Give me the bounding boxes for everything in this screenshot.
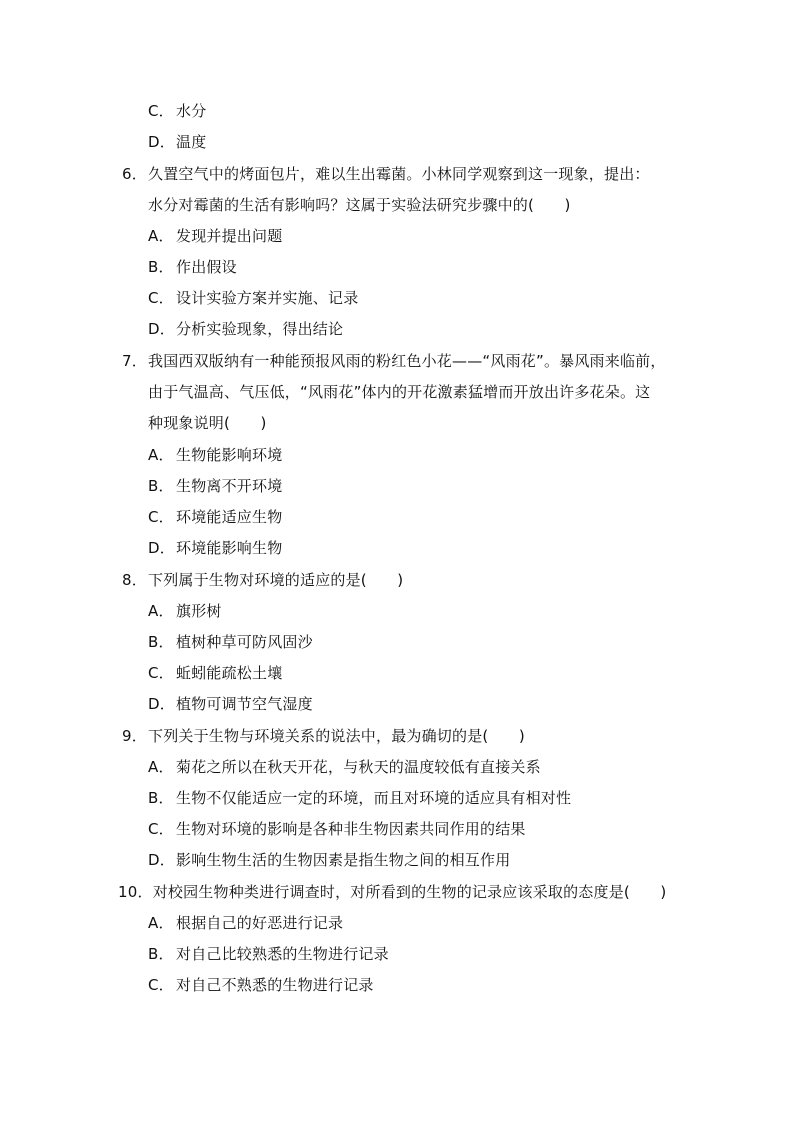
option-text: 设计实验方案并实施、记录 xyxy=(176,289,359,307)
question-text: 下列属于生物对环境的适应的是( ) xyxy=(148,571,404,589)
option-letter: C． xyxy=(148,508,174,526)
question-stem-line xyxy=(122,164,650,184)
question-stem-line xyxy=(148,382,650,402)
option-letter: C． xyxy=(148,102,174,120)
option-line xyxy=(148,975,374,995)
option-line xyxy=(148,944,389,964)
question-stem-line xyxy=(122,351,666,371)
question-text: 对校园生物种类进行调查时，对所看到的生物的记录应该采取的态度是( ) xyxy=(152,883,667,901)
option-line xyxy=(148,913,343,933)
question-number: 8． xyxy=(122,571,147,589)
option-line xyxy=(148,101,206,121)
option-text: 生物对环境的影响是各种非生物因素共同作用的结果 xyxy=(176,820,526,838)
option-line xyxy=(148,226,282,246)
option-text: 温度 xyxy=(176,133,207,151)
option-line xyxy=(148,507,282,527)
question-number: 7． xyxy=(122,352,147,370)
option-text: 植物可调节空气湿度 xyxy=(176,695,313,713)
option-letter: B． xyxy=(148,477,174,495)
option-text: 植树种草可防风固沙 xyxy=(176,633,313,651)
option-text: 分析实验现象，得出结论 xyxy=(176,320,344,338)
question-text: 水分对霉菌的生活有影响吗？这属于实验法研究步骤中的( ) xyxy=(148,196,571,214)
option-text: 菊花之所以在秋天开花，与秋天的温度较低有直接关系 xyxy=(176,758,541,776)
option-text: 生物能影响环境 xyxy=(176,446,283,464)
option-text: 作出假设 xyxy=(176,258,237,276)
option-line xyxy=(148,538,282,558)
option-text: 水分 xyxy=(176,102,207,120)
option-line xyxy=(148,632,313,652)
option-line xyxy=(148,288,358,308)
option-text: 发现并提出问题 xyxy=(176,227,283,245)
option-letter: B． xyxy=(148,633,174,651)
option-text: 蚯蚓能疏松土壤 xyxy=(176,664,283,682)
option-text: 生物离不开环境 xyxy=(176,477,283,495)
option-letter: C． xyxy=(148,289,174,307)
option-letter: A． xyxy=(148,914,174,932)
question-number: 6． xyxy=(122,165,147,183)
option-letter: A． xyxy=(148,227,174,245)
option-letter: B． xyxy=(148,789,174,807)
option-text: 对自己比较熟悉的生物进行记录 xyxy=(176,945,389,963)
option-letter: D． xyxy=(148,695,175,713)
option-letter: C． xyxy=(148,976,174,994)
option-letter: A． xyxy=(148,602,174,620)
option-text: 旗形树 xyxy=(176,602,222,620)
option-line xyxy=(148,850,510,870)
option-line xyxy=(148,601,222,621)
option-letter: C． xyxy=(148,664,174,682)
option-letter: A． xyxy=(148,758,174,776)
question-number: 10． xyxy=(118,883,153,901)
option-text: 生物不仅能适应一定的环境，而且对环境的适应具有相对性 xyxy=(176,789,572,807)
option-text: 对自己不熟悉的生物进行记录 xyxy=(176,976,374,994)
option-line xyxy=(148,132,206,152)
option-line xyxy=(148,257,237,277)
option-text: 根据自己的好恶进行记录 xyxy=(176,914,344,932)
option-text: 环境能适应生物 xyxy=(176,508,283,526)
option-line xyxy=(148,694,313,714)
option-text: 环境能影响生物 xyxy=(176,539,283,557)
option-line xyxy=(148,476,282,496)
question-stem-line xyxy=(148,413,267,433)
question-stem-line xyxy=(118,882,666,902)
question-stem-line xyxy=(122,570,403,590)
option-letter: D． xyxy=(148,539,175,557)
option-letter: D． xyxy=(148,133,175,151)
option-letter: C． xyxy=(148,820,174,838)
option-line xyxy=(148,819,526,839)
option-line xyxy=(148,445,282,465)
option-letter: D． xyxy=(148,851,175,869)
question-text: 我国西双版纳有一种能预报风雨的粉红色小花——“风雨花”。暴风雨来临前， xyxy=(148,352,666,370)
question-stem-line xyxy=(148,195,571,215)
option-line xyxy=(148,663,282,683)
question-text: 由于气温高、气压低，“风雨花”体内的开花激素猛增而开放出许多花朵。这 xyxy=(148,383,651,401)
option-text: 影响生物生活的生物因素是指生物之间的相互作用 xyxy=(176,851,511,869)
question-text: 下列关于生物与环境关系的说法中，最为确切的是( ) xyxy=(148,727,525,745)
option-letter: D． xyxy=(148,320,175,338)
question-number: 9． xyxy=(122,727,147,745)
option-line xyxy=(148,757,541,777)
question-stem-line xyxy=(122,726,525,746)
question-text: 种现象说明( ) xyxy=(148,414,267,432)
option-letter: A． xyxy=(148,446,174,464)
option-line xyxy=(148,319,343,339)
question-text: 久置空气中的烤面包片，难以生出霉菌。小林同学观察到这一现象，提出： xyxy=(148,165,650,183)
option-letter: B． xyxy=(148,258,174,276)
option-letter: B． xyxy=(148,945,174,963)
option-line xyxy=(148,788,571,808)
